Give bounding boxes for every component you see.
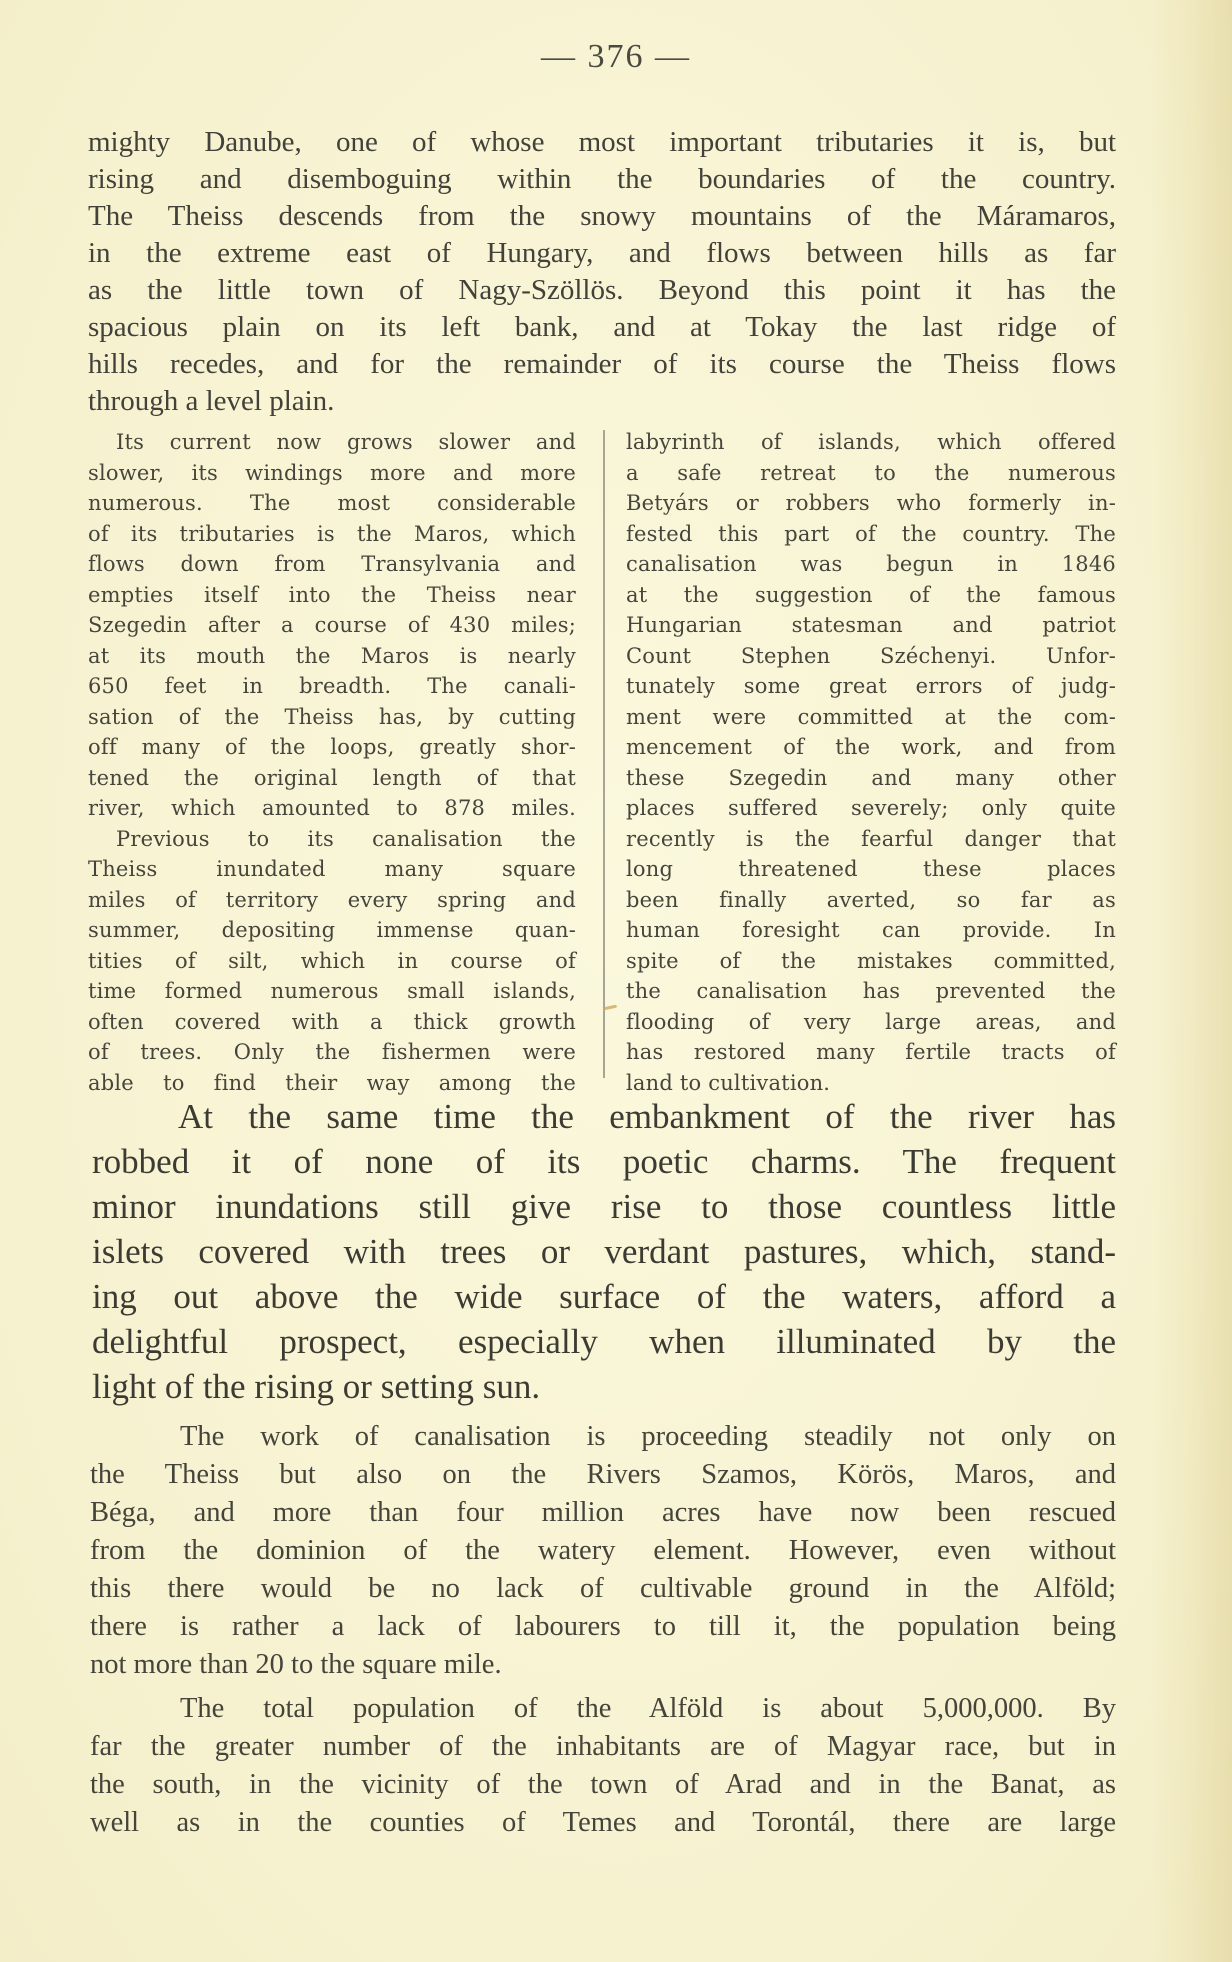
text-line: at the suggestion of the famous [626,582,1116,607]
text-line: has restored many fertile tracts of [626,1040,1116,1064]
text-line: far the greater number of the inhabitants are of Magyar race, but in [90,1731,1116,1762]
text-line: flooding of very large areas, and [626,1009,1116,1034]
text-line: able to find their way among the [88,1070,576,1095]
text-line: numerous. The most considerable [88,491,576,515]
text-line: rising and disemboguing within the boundaries of the country. [88,163,1116,195]
text-line: from the dominion of the watery element. However, even without [90,1535,1116,1566]
text-line: long threatened these places [626,857,1116,881]
text-line: light of the rising or setting sun. [92,1367,541,1406]
text-line: the south, in the vicinity of the town of Arad and in the Banat, as [90,1769,1116,1800]
text-line: mencement of the work, and from [626,735,1116,759]
text-line: at its mouth the Maros is nearly [88,643,576,668]
text-line: spite of the mistakes committed, [626,948,1116,973]
text-line: been finally averted, so far as [626,887,1116,912]
text-line: slower, its windings more and more [88,460,576,485]
text-line: these Szegedin and many other [626,765,1116,790]
text-line: islets covered with trees or verdant pastures, which, stand- [92,1232,1116,1271]
text-line: in the extreme east of Hungary, and flows between hills as far [88,237,1116,269]
text-line: Its current now grows slower and [116,430,576,454]
text-line: tities of silt, which in course of [88,948,576,973]
text-line: Hungarian statesman and patriot [626,613,1116,637]
text-line: of its tributaries is the Maros, which [88,521,576,546]
text-line: time formed numerous small islands, [88,979,576,1003]
text-line: empties itself into the Theiss near [88,582,576,607]
text-line: hills recedes, and for the remainder of its course the Theiss flows [88,348,1116,380]
text-line: Count Stephen Széchenyi. Unfor- [626,643,1116,668]
text-line: through a level plain. [88,385,335,417]
text-line: summer, depositing immense quan- [88,918,576,942]
text-line: recently is the fearful danger that [626,826,1116,851]
text-line: well as in the counties of Temes and Torontál, there are large [90,1807,1116,1838]
text-line: robbed it of none of its poetic charms. The frequent [92,1142,1116,1181]
text-line: At the same time the embankment of the river has [178,1097,1116,1136]
text-line: miles of territory every spring and [88,887,576,912]
text-line: sation of the Theiss has, by cutting [88,704,576,729]
text-line: The work of canalisation is proceeding steadily not only on [180,1421,1116,1452]
text-line: fested this part of the country. The [626,521,1116,546]
text-line: places suffered severely; only quite [626,796,1116,820]
text-line: Szegedin after a course of 430 miles; [88,613,576,637]
page-number: — 376 — [541,38,691,75]
text-line: spacious plain on its left bank, and at Tokay the last ridge of [88,311,1116,343]
text-line: The Theiss descends from the snowy mountains of the Máramaros, [88,200,1116,232]
column-divider [603,430,605,1078]
text-line: off many of the loops, greatly shor- [88,735,576,759]
text-line: there is rather a lack of labourers to till it, the population being [90,1611,1116,1642]
text-line: Previous to its canalisation the [116,826,576,851]
text-line: Theiss inundated many square [88,857,576,881]
text-line: as the little town of Nagy-Szöllös. Beyond this point it has the [88,274,1116,306]
text-line: human foresight can provide. In [626,918,1116,942]
text-line: canalisation was begun in 1846 [626,552,1116,576]
text-line: the Theiss but also on the Rivers Szamos, Körös, Maros, and [90,1459,1116,1490]
text-line: flows down from Transylvania and [88,552,576,576]
text-line: the canalisation has prevented the [626,979,1116,1003]
text-line: tened the original length of that [88,765,576,790]
text-line: delightful prospect, especially when illuminated by the [92,1322,1116,1361]
text-line: mighty Danube, one of whose most important tributaries it is, but [88,126,1116,158]
text-line: a safe retreat to the numerous [626,460,1116,485]
text-line: ing out above the wide surface of the waters, afford a [92,1277,1116,1316]
text-line: river, which amounted to 878 miles. [88,796,576,820]
text-line: Béga, and more than four million acres have now been rescued [90,1497,1116,1528]
text-line: 650 feet in breadth. The canali- [88,674,576,698]
text-line: ment were committed at the com- [626,704,1116,729]
text-line: minor inundations still give rise to those countless little [92,1187,1116,1226]
text-line: Betyárs or robbers who formerly in- [626,491,1116,515]
text-line: of trees. Only the fishermen were [88,1040,576,1064]
text-line: not more than 20 to the square mile. [90,1649,502,1680]
text-line: this there would be no lack of cultivable ground in the Alföld; [90,1573,1116,1604]
text-line: often covered with a thick growth [88,1009,576,1034]
text-line: labyrinth of islands, which offered [626,430,1116,454]
text-line: land to cultivation. [626,1070,831,1095]
text-line: tunately some great errors of judg- [626,674,1116,698]
text-line: The total population of the Alföld is about 5,000,000. By [180,1693,1116,1724]
